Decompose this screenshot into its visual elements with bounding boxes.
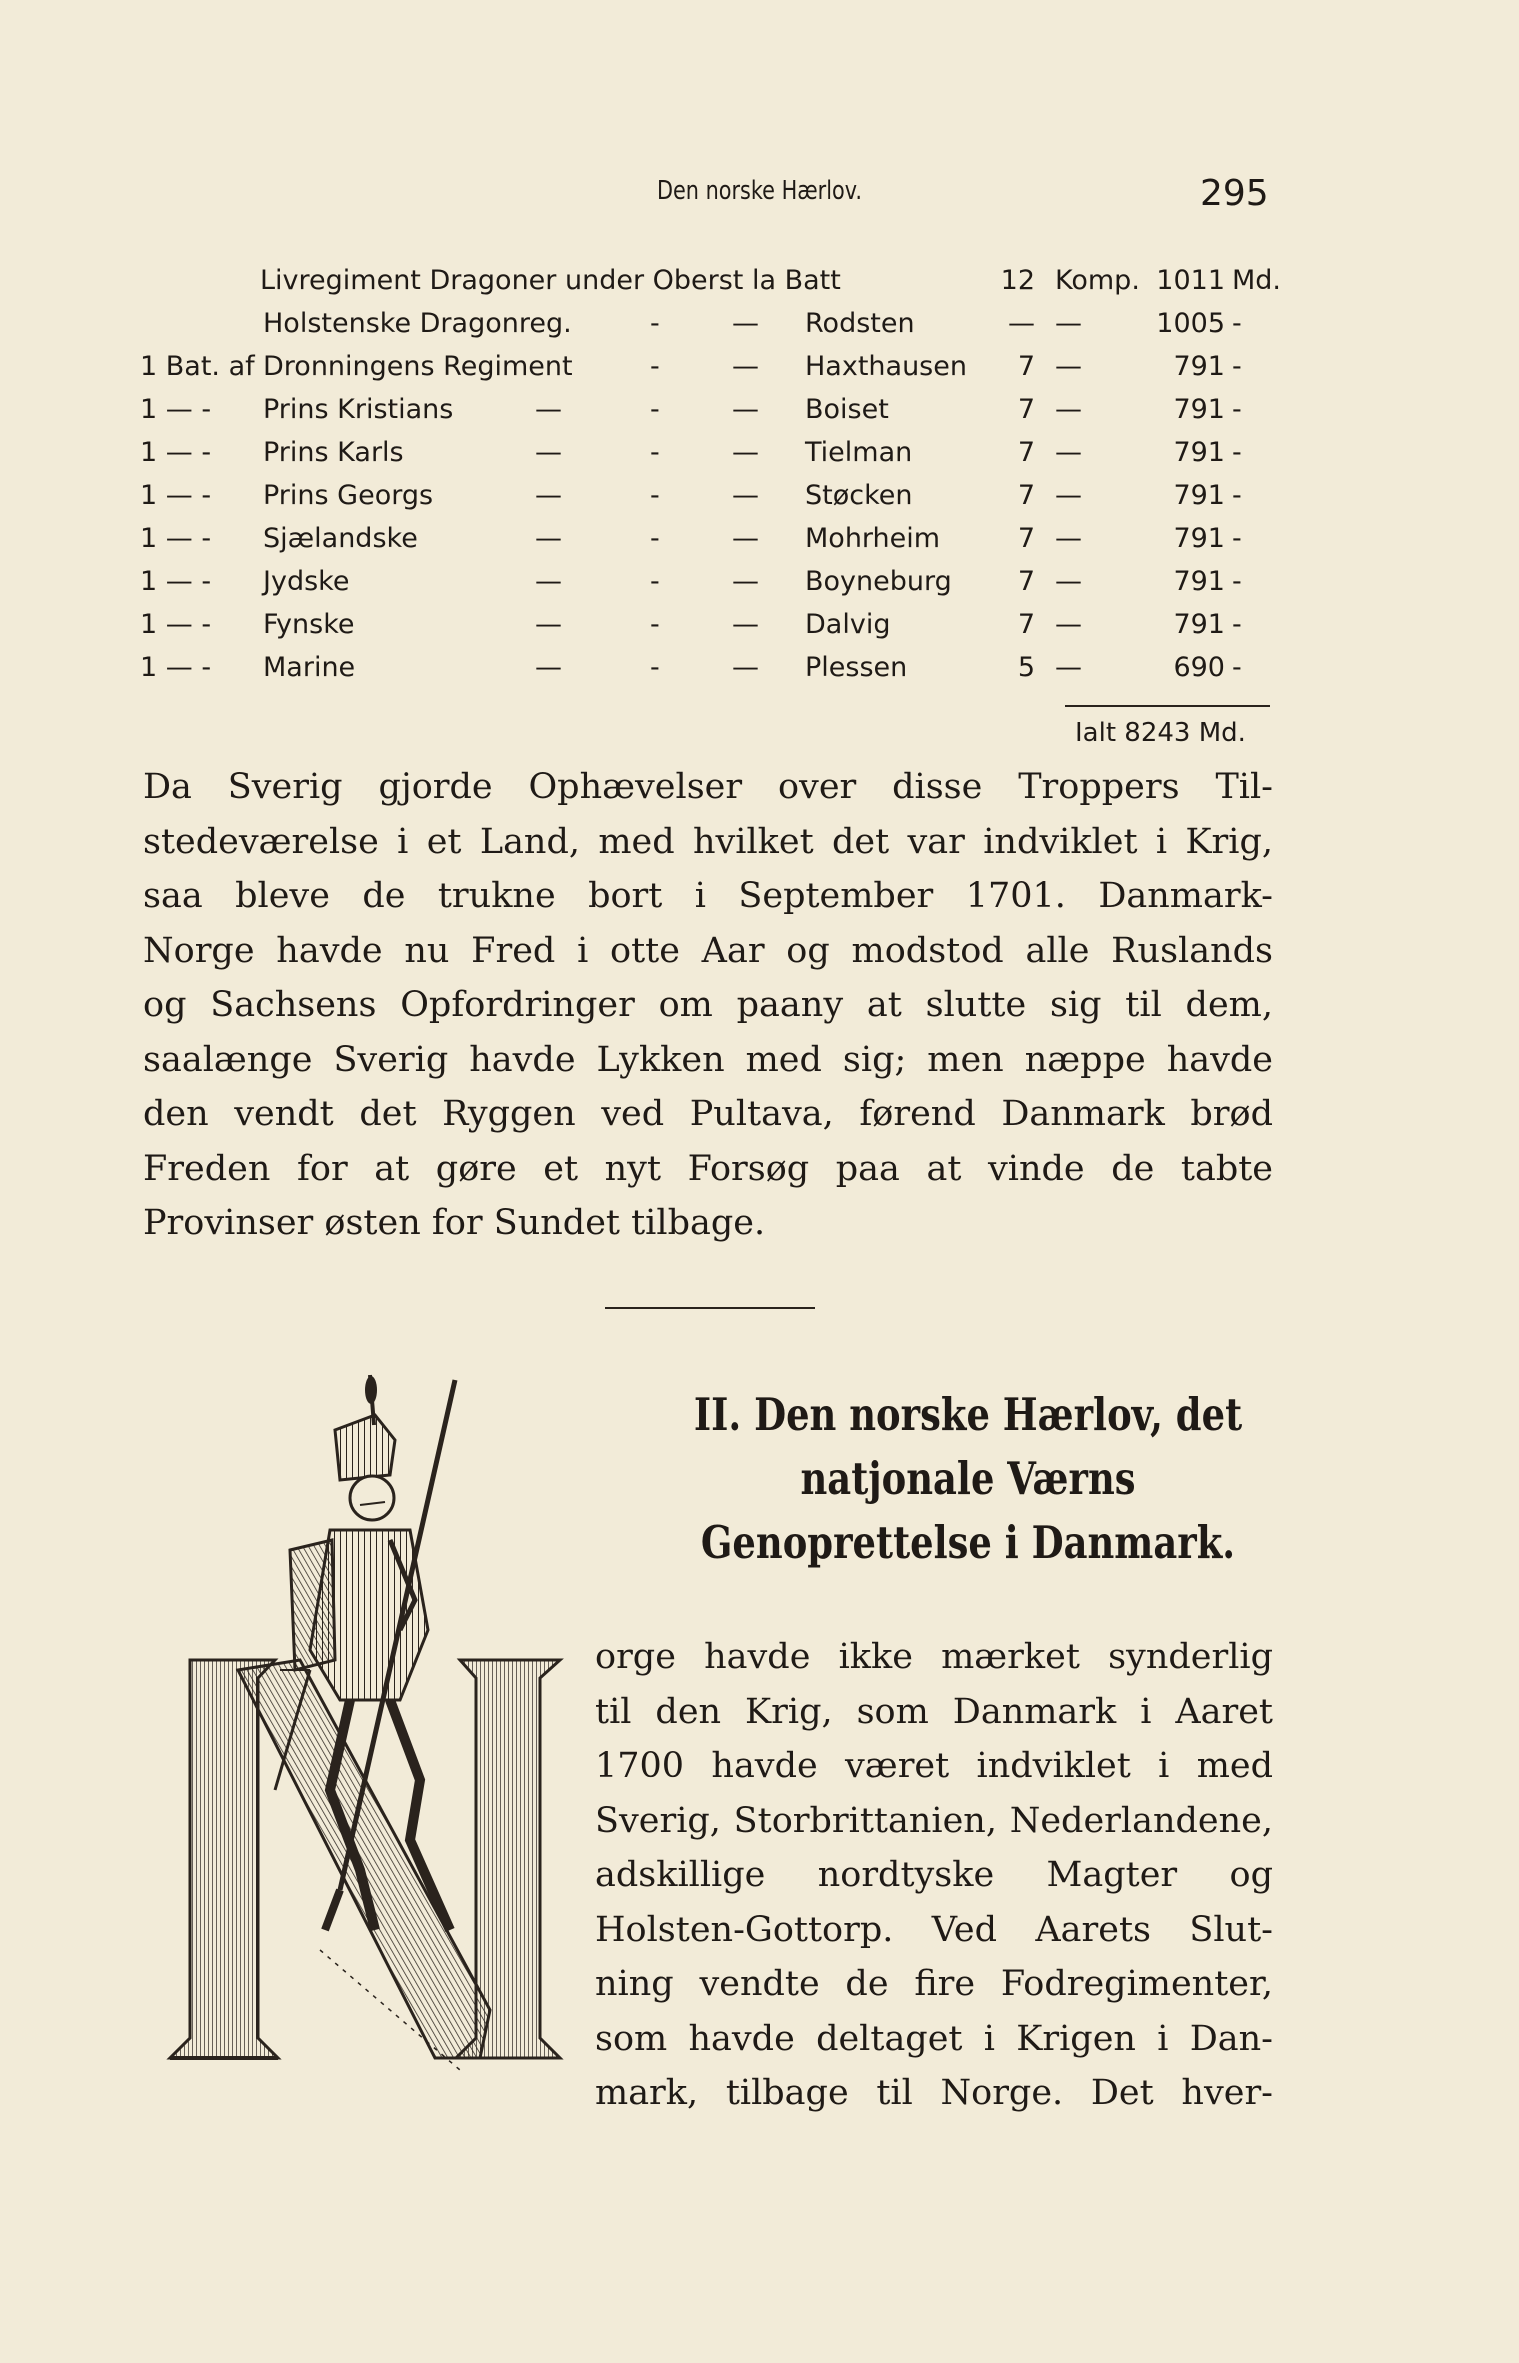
text-line: stedeværelse i et Land, med hvilket det var indviklet i Krig, — [143, 821, 1273, 862]
ditto-mark: — — [535, 609, 562, 640]
table-row — [140, 308, 1280, 351]
company-count: 12 — [1000, 265, 1035, 296]
regiment-name: Holstenske Dragonreg. — [263, 308, 572, 339]
ditto-mark: — — [732, 523, 759, 554]
company-unit: — — [1055, 480, 1082, 511]
text-line: saa bleve de trukne bort i September 1701. Danmark- — [143, 876, 1273, 916]
company-count: 7 — [1017, 609, 1035, 640]
text-line: saalænge Sverig havde Lykken med sig; men næppe havde — [143, 1039, 1273, 1080]
table-row — [140, 437, 1280, 480]
text-line: og Sachsens Opfordringer om paany at slutte sig til dem, — [143, 985, 1273, 1025]
text-line: til den Krig, som Danmark i Aaret — [595, 1691, 1273, 1732]
men-count: 690 — [1173, 652, 1225, 683]
ditto-mark: — — [535, 480, 562, 511]
company-unit: — — [1055, 308, 1082, 339]
ditto-mark: — — [732, 394, 759, 425]
regiment-name: Livregiment Dragoner under Oberst la Batt — [260, 265, 841, 296]
chapter-heading-line: II. Den norske Hærlov, det — [693, 1388, 1243, 1441]
text-line: Sverig, Storbrittanien, Nederlandene, — [595, 1800, 1273, 1841]
men-unit: - — [1232, 351, 1242, 382]
chapter-heading-line: Genoprettelse i Danmark. — [700, 1516, 1236, 1569]
company-unit: — — [1055, 437, 1082, 468]
company-unit: — — [1055, 394, 1082, 425]
quantity: 1 — - — [140, 609, 212, 640]
commander-name: Rodsten — [805, 308, 915, 339]
quantity: 1 — - — [140, 523, 212, 554]
company-unit: — — [1055, 652, 1082, 683]
text-line: ning vendte de fire Fodregimenter, — [595, 1964, 1273, 2004]
ditto-mark: — — [732, 609, 759, 640]
commander-name: Haxthausen — [805, 351, 967, 382]
men-count: 791 — [1173, 351, 1225, 382]
regiment-name: Fynske — [263, 609, 355, 640]
men-count: 791 — [1173, 609, 1225, 640]
ditto-mark: - — [650, 652, 660, 683]
ditto-mark: - — [650, 523, 660, 554]
commander-name: Dalvig — [805, 609, 891, 640]
ditto-mark: — — [732, 308, 759, 339]
men-unit: Md. — [1232, 265, 1282, 296]
ditto-mark: — — [535, 394, 562, 425]
company-unit: — — [1055, 523, 1082, 554]
text-line: Da Sverig gjorde Ophævelser over disse Troppers Til- — [143, 767, 1273, 807]
text-line: Provinser østen for Sundet tilbage. — [143, 1203, 766, 1243]
commander-name: Tielman — [805, 437, 913, 468]
quantity: 1 — - — [140, 652, 212, 683]
men-count: 791 — [1173, 523, 1225, 554]
ditto-mark: — — [732, 566, 759, 597]
company-unit: Komp. — [1055, 265, 1140, 296]
regiment-name: Prins Karls — [263, 437, 404, 468]
quantity: 1 — - — [140, 480, 212, 511]
text-line: Holsten-Gottorp. Ved Aarets Slut- — [595, 1909, 1273, 1950]
regiment-name: Sjælandske — [263, 523, 418, 554]
page-number: 295 — [1200, 173, 1269, 214]
text-line: Norge havde nu Fred i otte Aar og modstod alle Ruslands — [143, 930, 1273, 971]
men-count: 791 — [1173, 394, 1225, 425]
table-row — [140, 351, 1280, 394]
commander-name: Mohrheim — [805, 523, 941, 554]
men-unit: - — [1232, 609, 1242, 640]
men-unit: - — [1232, 523, 1242, 554]
ditto-mark: — — [732, 480, 759, 511]
quantity: 1 Bat. af — [140, 351, 255, 382]
quantity: 1 — - — [140, 566, 212, 597]
company-count: 7 — [1017, 480, 1035, 511]
commander-name: Plessen — [805, 652, 908, 683]
ditto-mark: - — [650, 308, 660, 339]
chapter-heading — [640, 1383, 1296, 1575]
regiment-name: Jydske — [263, 566, 350, 597]
regiment-name: Marine — [263, 652, 356, 683]
text-line: mark, tilbage til Norge. Det hver- — [595, 2073, 1273, 2113]
regiment-name: Prins Kristians — [263, 394, 454, 425]
text-line: Freden for at gøre et nyt Forsøg paa at vinde de tabte — [143, 1148, 1273, 1189]
men-unit: - — [1232, 566, 1242, 597]
commander-name: Boiset — [805, 394, 889, 425]
table-row — [140, 523, 1280, 566]
ditto-mark: — — [535, 437, 562, 468]
ditto-mark: — — [732, 652, 759, 683]
ditto-mark: - — [650, 609, 660, 640]
paragraph — [595, 1630, 1273, 2121]
men-unit: - — [1232, 437, 1242, 468]
company-count: 7 — [1017, 351, 1035, 382]
men-count: 1011 — [1156, 265, 1225, 296]
men-count: 1005 — [1156, 308, 1225, 339]
table-row — [140, 394, 1280, 437]
company-count: — — [1008, 308, 1035, 339]
text-line: adskillige nordtyske Magter og — [595, 1855, 1273, 1895]
table-row — [140, 609, 1280, 652]
quantity: 1 — - — [140, 394, 212, 425]
company-count: 7 — [1017, 394, 1035, 425]
ditto-mark: — — [535, 566, 562, 597]
ditto-mark: - — [650, 351, 660, 382]
ditto-mark: - — [650, 437, 660, 468]
sum-rule — [1065, 705, 1270, 707]
ditto-mark: — — [535, 523, 562, 554]
running-header: Den norske Hærlov. — [656, 176, 863, 206]
ditto-mark: — — [535, 652, 562, 683]
text-line: 1700 havde været indviklet i med — [595, 1746, 1273, 1786]
company-unit: — — [1055, 609, 1082, 640]
ditto-mark: - — [650, 480, 660, 511]
text-line: som havde deltaget i Krigen i Dan- — [595, 2018, 1273, 2059]
ditto-mark: — — [732, 437, 759, 468]
table-row — [140, 480, 1280, 523]
men-unit: - — [1232, 394, 1242, 425]
men-count: 791 — [1173, 480, 1225, 511]
ditto-mark: — — [732, 351, 759, 382]
section-divider — [605, 1307, 815, 1309]
commander-name: Støcken — [805, 480, 913, 511]
men-count: 791 — [1173, 437, 1225, 468]
ditto-mark: - — [650, 566, 660, 597]
troop-table — [140, 265, 1280, 695]
men-unit: - — [1232, 652, 1242, 683]
company-count: 7 — [1017, 523, 1035, 554]
initial-n-soldier-illustration — [160, 1370, 580, 2090]
quantity: 1 — - — [140, 437, 212, 468]
company-count: 7 — [1017, 566, 1035, 597]
paragraph — [143, 760, 1273, 1251]
company-count: 5 — [1017, 652, 1035, 683]
chapter-heading-line: natjonale Værns — [800, 1452, 1136, 1505]
men-unit: - — [1232, 480, 1242, 511]
text-line: orge havde ikke mærket synderlig — [595, 1637, 1273, 1677]
commander-name: Boyneburg — [805, 566, 952, 597]
company-unit: — — [1055, 351, 1082, 382]
men-unit: - — [1232, 308, 1242, 339]
company-count: 7 — [1017, 437, 1035, 468]
ditto-mark: - — [650, 394, 660, 425]
table-total: Ialt 8243 Md. — [1075, 718, 1246, 748]
table-row — [140, 652, 1280, 695]
regiment-name: Dronningens Regiment — [263, 351, 573, 382]
regiment-name: Prins Georgs — [263, 480, 434, 511]
men-count: 791 — [1173, 566, 1225, 597]
table-row — [140, 265, 1280, 308]
table-row — [140, 566, 1280, 609]
company-unit: — — [1055, 566, 1082, 597]
text-line: den vendt det Ryggen ved Pultava, førend Danmark brød — [143, 1094, 1273, 1134]
